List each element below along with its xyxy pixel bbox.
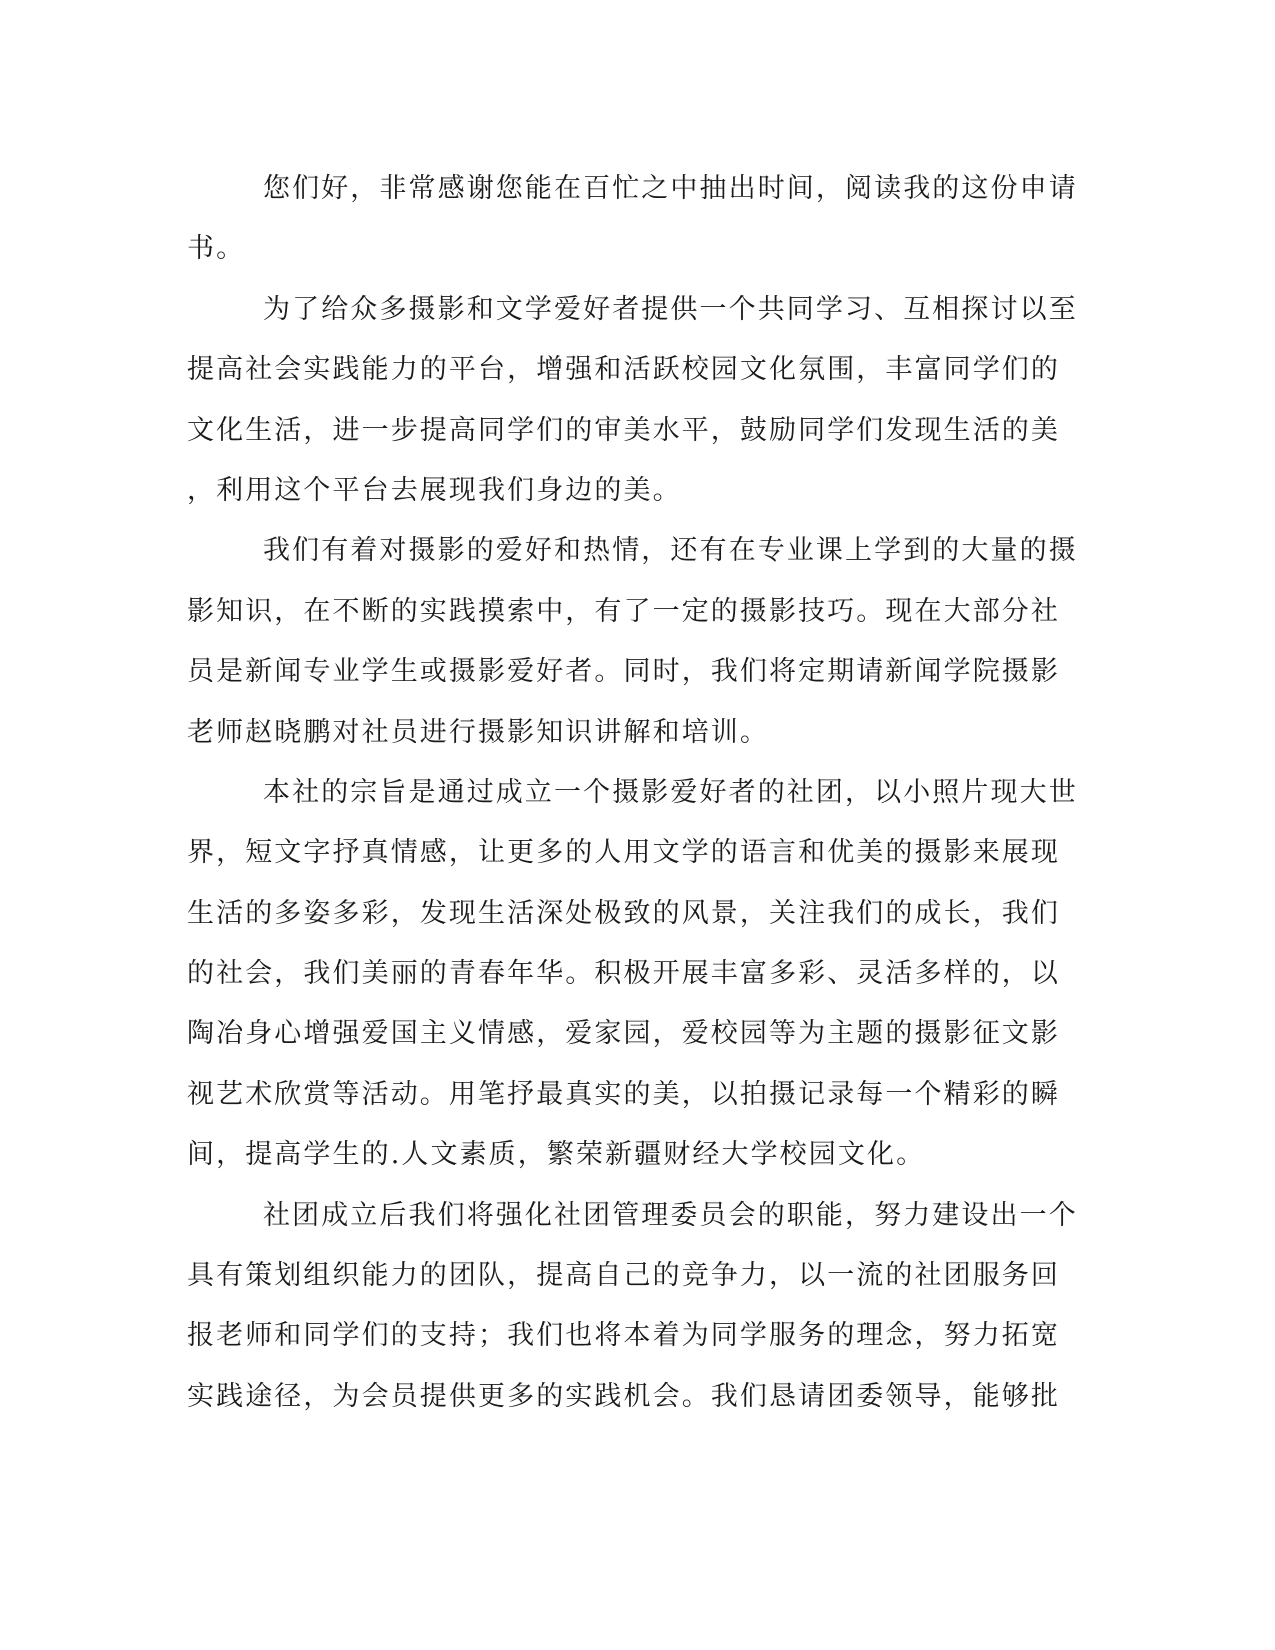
paragraph-line: 员是新闻专业学生或摄影爱好者。同时，我们将定期请新闻学院摄影 [187, 656, 1060, 688]
paragraph-line: 间，提高学生的.人文素质，繁荣新疆财经大学校园文化。 [187, 1139, 926, 1171]
document-body [187, 159, 1087, 1427]
paragraph-line: 为了给众多摄影和文学爱好者提供一个共同学习、互相探讨以至 [263, 293, 1078, 325]
paragraph-line: 实践途径，为会员提供更多的实践机会。我们恳请团委领导，能够批 [187, 1380, 1060, 1412]
paragraph-line: 我们有着对摄影的爱好和热情，还有在专业课上学到的大量的摄 [263, 535, 1078, 567]
paragraph-line: 视艺术欣赏等活动。用笔抒最真实的美，以拍摄记录每一个精彩的瞬 [187, 1078, 1060, 1110]
paragraph-line: 界，短文字抒真情感，让更多的人用文学的语言和优美的摄影来展现 [187, 837, 1060, 869]
paragraph-line: ，利用这个平台去展现我们身边的美。 [187, 474, 682, 506]
paragraph-line: 具有策划组织能力的团队，提高自己的竞争力，以一流的社团服务回 [187, 1260, 1060, 1292]
paragraph-line: 文化生活，进一步提高同学们的审美水平，鼓励同学们发现生活的美 [187, 414, 1060, 446]
paragraph-line: 您们好，非常感谢您能在百忙之中抽出时间，阅读我的这份申请 [263, 173, 1078, 204]
paragraph-line: 报老师和同学们的支持；我们也将本着为同学服务的理念，努力拓宽 [187, 1320, 1060, 1352]
paragraph-line: 提高社会实践能力的平台，增强和活跃校园文化氛围，丰富同学们的 [187, 354, 1060, 386]
paragraph-line: 本社的宗旨是通过成立一个摄影爱好者的社团，以小照片现大世 [263, 776, 1078, 808]
paragraph-line: 陶冶身心增强爱国主义情感，爱家园，爱校园等为主题的摄影征文影 [187, 1018, 1060, 1050]
paragraph-line: 影知识，在不断的实践摸索中，有了一定的摄影技巧。现在大部分社 [187, 595, 1060, 627]
paragraph-line: 老师赵晓鹏对社员进行摄影知识讲解和培训。 [187, 716, 769, 748]
paragraph-line: 社团成立后我们将强化社团管理委员会的职能，努力建设出一个 [263, 1199, 1078, 1231]
paragraph-line: 生活的多姿多彩，发现生活深处极致的风景，关注我们的成长，我们 [187, 897, 1060, 929]
paragraph-line: 书。 [187, 233, 246, 265]
paragraph-line: 的社会，我们美丽的青春年华。积极开展丰富多彩、灵活多样的，以 [187, 958, 1060, 990]
